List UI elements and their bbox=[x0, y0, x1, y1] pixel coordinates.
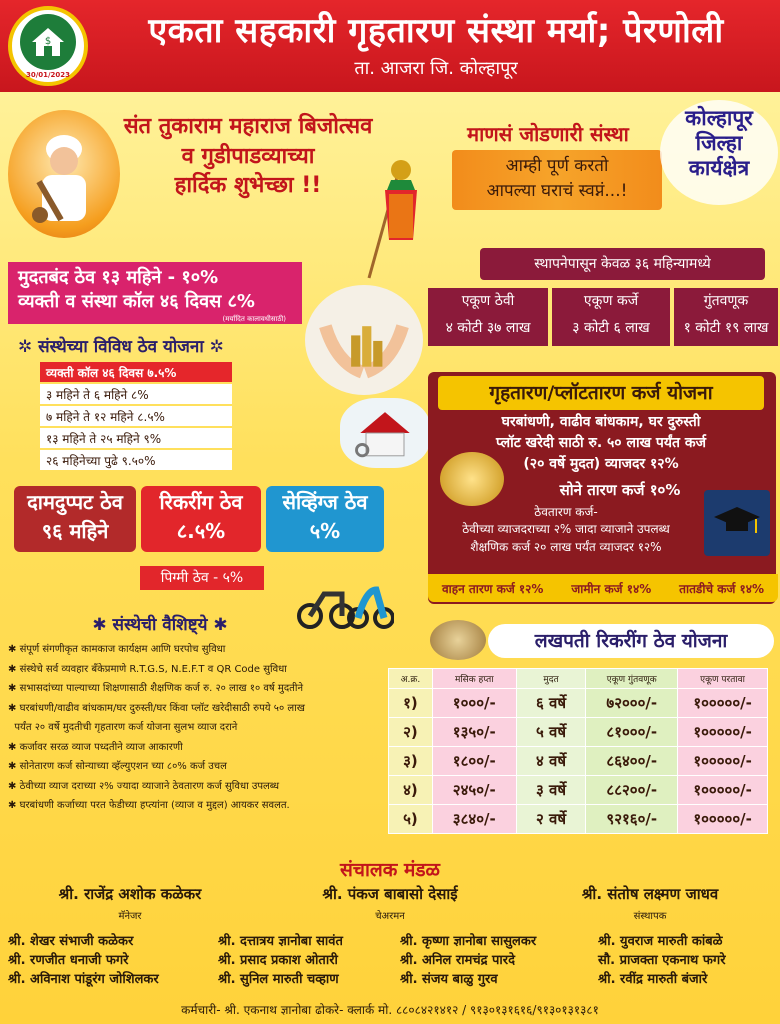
loan-line-2: प्लॉट खरेदी साठी रु. ५० लाख पर्यंत कर्ज bbox=[496, 435, 706, 451]
stats-heading: स्थापनेपासून केवळ ३६ महिन्यामध्ये bbox=[480, 248, 765, 280]
board-member-manager: श्री. राजेंद्र अशोक कळेकर bbox=[58, 885, 202, 903]
recurring-deposit-box bbox=[141, 486, 261, 552]
stat-total-loans bbox=[552, 288, 670, 346]
director-name: श्री. रवींद्र मारुती बंजारे bbox=[598, 972, 708, 987]
coin-stack-image bbox=[430, 620, 486, 660]
table-cell: ४) bbox=[389, 776, 433, 805]
table-row bbox=[389, 689, 768, 718]
graduation-cap-icon bbox=[704, 490, 770, 556]
column-header: अ.क्र. bbox=[389, 669, 433, 689]
deposit-loan-details bbox=[432, 504, 700, 556]
table-cell: २ वर्षे bbox=[516, 805, 586, 834]
director-name: श्री. युवराज मारुती कांबळे bbox=[598, 934, 723, 949]
festival-greeting bbox=[118, 112, 378, 201]
director-column bbox=[400, 932, 536, 989]
table-cell: ४ वर्षे bbox=[516, 747, 586, 776]
org-logo bbox=[8, 6, 88, 86]
table-cell: ८८२००/- bbox=[586, 776, 678, 805]
board-member-chairman: श्री. पंकज बाबासो देसाई bbox=[322, 885, 458, 903]
table-cell: २४५०/- bbox=[432, 776, 516, 805]
list-item: ✱ कर्जावर सरळ व्याज पध्दतीने व्याज आकारणी bbox=[8, 741, 183, 753]
recurring-scheme-table bbox=[388, 668, 768, 834]
two-wheeler-icon bbox=[296, 560, 394, 632]
svg-text:$: $ bbox=[44, 35, 52, 47]
fd-line-1: मुदतबंद ठेव १३ महिने - १०% bbox=[18, 267, 219, 288]
region-badge bbox=[660, 100, 778, 205]
column-header: एकूण परतावा bbox=[678, 669, 768, 689]
director-name: श्री. सुनिल मारुती चव्हाण bbox=[218, 972, 339, 987]
pigmy-deposit-box: पिग्मी ठेव - ५% bbox=[140, 566, 264, 590]
star-icon: ✱ bbox=[207, 615, 228, 635]
table-cell: ३ वर्षे bbox=[516, 776, 586, 805]
stat-value: ३ कोटी ६ लाख bbox=[572, 319, 650, 336]
table-cell: १०००००/- bbox=[678, 805, 768, 834]
deposit-name: दामदुप्पट ठेव bbox=[27, 490, 123, 514]
stat-investment bbox=[674, 288, 778, 346]
table-row bbox=[389, 805, 768, 834]
double-deposit-box bbox=[14, 486, 136, 552]
gudi-icon bbox=[355, 150, 425, 280]
list-item: व्यक्ती कॉल ४६ दिवस ७.५% bbox=[40, 362, 232, 384]
table-cell: ८६४००/- bbox=[586, 747, 678, 776]
list-item: ✱ घरबांधणी कर्जाच्या परत फेडीच्या हप्त्यांना (व्याज व मुद्दल) आयकर सवलत. bbox=[8, 800, 290, 811]
deposit-name: सेव्हिंग्ज ठेव bbox=[282, 490, 368, 514]
deposit-name: रिकरींग ठेव bbox=[159, 490, 243, 514]
greeting-line-3: हार्दिक शुभेच्छा !! bbox=[174, 173, 322, 199]
feature-text: घरबांधणी कर्जाच्या परत फेडीच्या हप्त्यांना (व्याज व मुद्दल) आयकर सवलत. bbox=[19, 800, 290, 811]
table-cell: १०००००/- bbox=[678, 747, 768, 776]
list-item bbox=[8, 718, 392, 738]
house-icon bbox=[20, 14, 76, 70]
fd-line-2: व्यक्ती व संस्था कॉल ४६ दिवस ८% bbox=[18, 291, 255, 313]
director-name: सौ. प्राजक्ता एकनाथ फगरे bbox=[598, 953, 726, 968]
feature-text: सभासदांच्या पाल्याच्या शिक्षणासाठी शैक्षणिक कर्ज रु. २० लाख १० वर्ष मुदतीने bbox=[19, 683, 303, 694]
list-item: ✱ सोनेतारण कर्ज सोन्याच्या व्हॅल्युएशन च्या ८०% कर्ज उचल bbox=[8, 761, 227, 772]
table-cell: ३८४०/- bbox=[432, 805, 516, 834]
tagline-line-1: आम्ही पूर्ण करतो bbox=[505, 156, 609, 176]
deposit-schemes-title-text: संस्थेच्या विविध ठेव योजना bbox=[38, 337, 204, 357]
gold-loan-title: सोने तारण कर्ज १०% bbox=[559, 481, 681, 499]
deposit-value: ९६ महिने bbox=[41, 519, 109, 543]
board-title: संचालक मंडळ bbox=[340, 859, 440, 881]
feature-text: पर्यंत २० वर्षे मुदतीची गृहतारण कर्ज योजना सुलभ व्याज दराने bbox=[14, 722, 238, 733]
stat-value: ४ कोटी ३७ लाख bbox=[445, 319, 531, 336]
role-label: संस्थापक bbox=[633, 911, 667, 922]
list-item: ✱ सभासदांच्या पाल्याच्या शिक्षणासाठी शैक्षणिक कर्ज रु. २० लाख १० वर्ष मुदतीने bbox=[8, 683, 303, 694]
table-cell: ५ वर्षे bbox=[516, 718, 586, 747]
table-cell: २) bbox=[389, 718, 433, 747]
list-item: ✱ ठेवीच्या व्याज दराच्या २% ज्यादा व्याजाने ठेवतारण कर्ज सुविधा उपलब्ध bbox=[8, 780, 280, 792]
greeting-line-2: व गुडीपाडव्याच्या bbox=[181, 143, 315, 169]
loan-line-1: घरबांधणी, वाढीव बांधकाम, घर दुरुस्ती bbox=[501, 414, 701, 430]
gold-line-3: शैक्षणिक कर्ज २० लाख पर्यंत व्याजदर १२% bbox=[470, 539, 662, 554]
fixed-deposit-banner bbox=[8, 262, 302, 324]
tagline-title: माणसं जोडणारी संस्था bbox=[467, 122, 629, 146]
list-item: ३ महिने ते ६ महिने ८% bbox=[40, 384, 232, 406]
table-cell: ७२०००/- bbox=[586, 689, 678, 718]
gold-line-1: ठेवतारण कर्ज- bbox=[534, 505, 598, 519]
director-column bbox=[218, 932, 343, 989]
list-item: ✱ संपूर्ण संगणीकृत कामकाज कार्यक्षम आणि घरपोच सुविधा bbox=[8, 644, 226, 655]
features-title bbox=[60, 612, 260, 635]
table-cell: ३) bbox=[389, 747, 433, 776]
flower-icon: ✲ bbox=[203, 337, 224, 357]
role-label: चेअरमन bbox=[375, 911, 405, 922]
features-list bbox=[8, 640, 392, 816]
tagline-line-2: आपल्या घराचं स्वप्नं...! bbox=[486, 180, 628, 201]
table-row bbox=[389, 776, 768, 805]
greeting-line-1: संत तुकाराम महाराज बिजोत्सव bbox=[123, 114, 373, 139]
table-cell: १८००/- bbox=[432, 747, 516, 776]
logo-date: 30/01/2023 bbox=[25, 70, 71, 79]
board-member-founder: श्री. संतोष लक्ष्मण जाधव bbox=[581, 885, 719, 903]
savings-deposit-box bbox=[266, 486, 384, 552]
star-icon: ✱ bbox=[92, 615, 113, 635]
table-cell: ८१०००/- bbox=[586, 718, 678, 747]
feature-text: संपूर्ण संगणीकृत कामकाज कार्यक्षम आणि घरपोच सुविधा bbox=[19, 644, 226, 655]
stat-value: १ कोटी १९ लाख bbox=[683, 319, 769, 336]
list-item: १३ महिने ते २५ महिने ९% bbox=[40, 428, 232, 450]
table-header-row bbox=[389, 669, 768, 689]
deposit-value: ८.५% bbox=[176, 519, 226, 543]
table-cell: १०००००/- bbox=[678, 689, 768, 718]
gold-jewellery-image bbox=[440, 452, 504, 506]
list-item: ७ महिने ते १२ महिने ८.५% bbox=[40, 406, 232, 428]
feature-text: सोनेतारण कर्ज सोन्याच्या व्हॅल्युएशन च्या ८०% कर्ज उचल bbox=[19, 761, 227, 772]
table-row bbox=[389, 747, 768, 776]
table-cell: १०००००/- bbox=[678, 776, 768, 805]
tagline-banner bbox=[452, 150, 662, 210]
feature-text: घरबांधणी/वाढीव बांधकाम/घर दुरुस्ती/घर किंवा प्लॉट खरेदीसाठी रुपये ५० लाख bbox=[19, 702, 305, 714]
table-cell: ५) bbox=[389, 805, 433, 834]
table-row bbox=[389, 718, 768, 747]
list-item: ✱ घरबांधणी/वाढीव बांधकाम/घर दुरुस्ती/घर किंवा प्लॉट खरेदीसाठी रुपये ५० लाख bbox=[8, 702, 305, 714]
director-name: श्री. संजय बाळु गुरव bbox=[400, 972, 498, 987]
feature-text: संस्थेचे सर्व व्यवहार बँकेप्रमाणे R.T.G.S, N.E.F.T व QR Code सुविधा bbox=[19, 663, 287, 675]
org-address: ता. आजरा जि. कोल्हापूर bbox=[354, 58, 518, 79]
deposit-schemes-title bbox=[18, 334, 224, 357]
role-label: मॅनेजर bbox=[118, 911, 142, 922]
fd-note: (मर्यादित कालावधीसाठी) bbox=[222, 314, 286, 323]
gold-line-2: ठेवीच्या व्याजदराच्या २% जादा व्याजाने उपलब्ध bbox=[462, 522, 670, 537]
loan-line-3: (२० वर्षे मुदत) व्याजदर १२% bbox=[523, 456, 679, 472]
table-cell: १३५०/- bbox=[432, 718, 516, 747]
list-item: २६ महिनेच्या पुढे ९.५०% bbox=[40, 450, 232, 472]
region-line-3: कार्यक्षेत्र bbox=[688, 156, 750, 181]
deposit-schemes-list bbox=[40, 362, 232, 472]
surety-loan: जामीन कर्ज १४% bbox=[571, 581, 652, 596]
director-name: श्री. कृष्णा ज्ञानोबा सासुलकर bbox=[400, 934, 537, 949]
list-item: ✱ संस्थेचे सर्व व्यवहार बँकेप्रमाणे R.T.G.S, N.E.F.T व QR Code सुविधा bbox=[8, 663, 287, 675]
stat-label: एकूण ठेवी bbox=[461, 293, 515, 309]
feature-text: ठेवीच्या व्याज दराच्या २% ज्यादा व्याजाने ठेवतारण कर्ज सुविधा उपलब्ध bbox=[19, 780, 280, 792]
other-loans-bar bbox=[428, 574, 778, 602]
saint-portrait bbox=[8, 110, 120, 238]
director-name: श्री. प्रसाद प्रकाश ओतारी bbox=[218, 953, 338, 968]
director-name: श्री. दत्तात्रय ज्ञानोबा सावंत bbox=[218, 934, 343, 949]
deposit-value: ५% bbox=[309, 519, 341, 543]
org-name: एकता सहकारी गृहतारण संस्था मर्या; पेरणोली bbox=[148, 11, 724, 51]
urgent-loan: तातडीचे कर्ज १४% bbox=[679, 581, 765, 596]
table-cell: ९२१६०/- bbox=[586, 805, 678, 834]
flower-icon: ✲ bbox=[18, 337, 39, 357]
recurring-scheme-title: लखपती रिकरींग ठेव योजना bbox=[488, 624, 774, 658]
table-cell: १०००/- bbox=[432, 689, 516, 718]
features-title-text: संस्थेची वैशिष्ट्ये bbox=[112, 615, 208, 635]
stat-total-deposits bbox=[428, 288, 548, 346]
stat-label: गुंतवणूक bbox=[703, 293, 749, 309]
table-cell: १०००००/- bbox=[678, 718, 768, 747]
region-line-2: जिल्हा bbox=[695, 131, 743, 156]
stat-label: एकूण कर्जे bbox=[583, 293, 639, 309]
column-header: एकूण गुंतवणूक bbox=[586, 669, 678, 689]
feature-text: कर्जावर सरळ व्याज पध्दतीने व्याज आकारणी bbox=[19, 741, 183, 753]
director-name: श्री. अनिल रामचंद्र पारदे bbox=[400, 953, 516, 968]
column-header: मसिक हप्ता bbox=[432, 669, 516, 689]
column-header: मुदत bbox=[516, 669, 586, 689]
director-column bbox=[598, 932, 726, 989]
staff-contact-footer: कर्मचारी- श्री. एकनाथ ज्ञानोबा ढोकरे- क्लार्क मो. ८८०८४२१४१२ / ९१३०१३१६१६/९१३०१३१३८१ bbox=[181, 1003, 599, 1017]
director-column bbox=[8, 932, 159, 989]
coins-hands-image bbox=[305, 285, 423, 395]
table-cell: १) bbox=[389, 689, 433, 718]
house-keys-image bbox=[340, 398, 430, 468]
vehicle-loan: वाहन तारण कर्ज १२% bbox=[441, 581, 544, 596]
director-name: श्री. रणजीत धनाजी फगरे bbox=[8, 953, 129, 968]
region-line-1: कोल्हापूर bbox=[685, 106, 753, 130]
table-cell: ६ वर्षे bbox=[516, 689, 586, 718]
loan-schemes-title: गृहतारण/प्लॉटतारण कर्ज योजना bbox=[438, 376, 764, 410]
director-name: श्री. अविनाश पांडूरंग जोशिलकर bbox=[8, 972, 159, 987]
director-name: श्री. शेखर संभाजी कळेकर bbox=[8, 934, 134, 949]
